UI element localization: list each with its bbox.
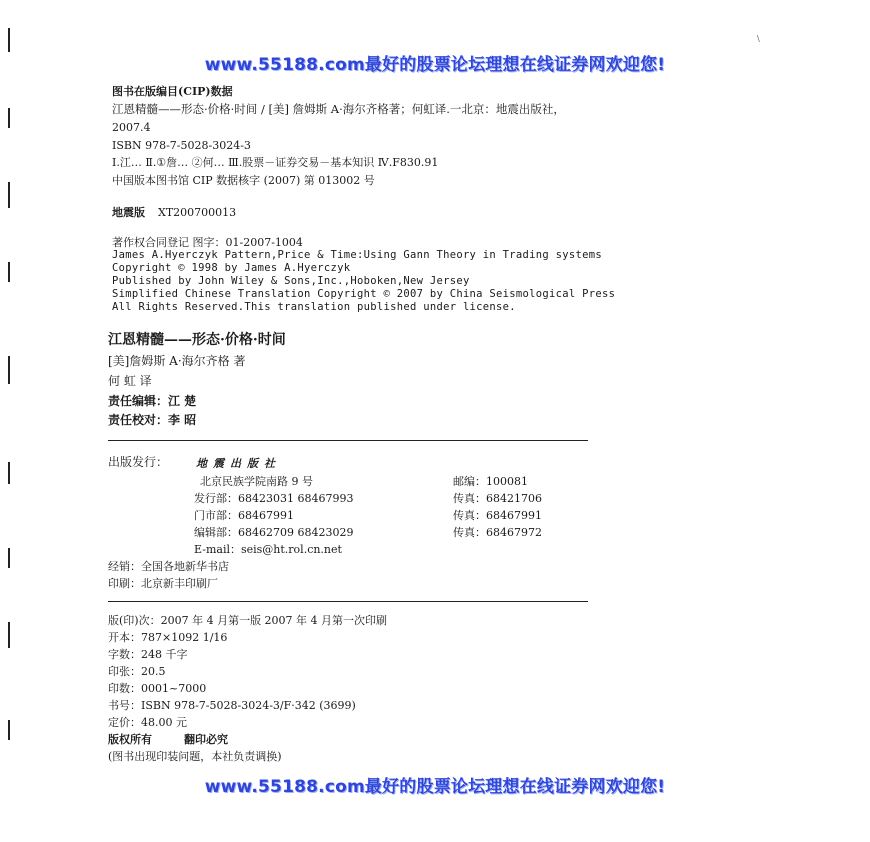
watermark-bottom: www.55188.com最好的股票论坛理想在线证券网欢迎您! — [204, 777, 666, 797]
publisher-phone: 发行部：68423031 68467993 — [194, 492, 354, 505]
divider-rule — [108, 440, 588, 441]
book-title: 江恩精髓——形态·价格·时间 — [108, 332, 286, 348]
cip-line: 江恩精髓——形态·价格·时间 / [美] 詹姆斯 A·海尔齐格著；何虹译.一北京：地震出版社， — [112, 102, 565, 116]
scan-edge-mark — [8, 262, 10, 282]
copyright-line: All Rights Reserved.This translation published under license. — [112, 301, 516, 313]
scan-edge-mark — [8, 356, 10, 384]
print-edition: 版(印)次：2007 年 4 月第一版 2007 年 4 月第一次印刷 — [108, 614, 388, 627]
publisher-name: 地震出版社 — [196, 457, 281, 470]
copyright-line: Simplified Chinese Translation Copyright © 2007 by China Seismological Press — [112, 288, 616, 300]
printer: 印刷：北京新丰印刷厂 — [108, 577, 218, 590]
publisher-label: 出版发行： — [108, 455, 169, 469]
publisher-fax: 传真：68467972 — [453, 526, 542, 539]
scan-edge-mark — [8, 28, 10, 52]
divider-rule — [108, 601, 588, 602]
watermark-top: www.55188.com最好的股票论坛理想在线证券网欢迎您! — [204, 55, 666, 75]
cip-line: Ⅰ.江… Ⅱ.①詹… ②何… Ⅲ.股票－证券交易－基本知识 Ⅳ.F830.91 — [112, 156, 439, 169]
publisher-postcode: 邮编：100081 — [453, 475, 528, 488]
print-price: 定价：48.00 元 — [108, 716, 187, 729]
book-editor: 责任编辑：江 楚 — [108, 394, 197, 408]
copyright-line: James A.Hyerczyk Pattern,Price & Time:Using Gann Theory in Trading systems — [112, 249, 602, 261]
scan-speck: \ — [757, 34, 760, 43]
print-book-number: 书号：ISBN 978-7-5028-3024-3/F·342 (3699) — [108, 699, 356, 712]
publisher-fax: 传真：68467991 — [453, 509, 542, 522]
scan-edge-mark — [8, 108, 10, 128]
scan-edge-mark — [8, 462, 10, 484]
publisher-email: E-mail：seis@ht.rol.cn.net — [194, 543, 342, 556]
book-translator: 何 虹 译 — [108, 374, 152, 388]
publisher-address: 北京民族学院南路 9 号 — [200, 475, 313, 488]
copyright-line: Published by John Wiley & Sons,Inc.,Hoboken,New Jersey — [112, 275, 470, 287]
cip-line: ISBN 978-7-5028-3024-3 — [112, 139, 251, 152]
edition-code-label: 地震版 — [112, 206, 145, 219]
reprint-prohibited: 翻印必究 — [184, 733, 228, 746]
edition-code-value: XT200700013 — [158, 206, 237, 219]
rights-reserved: 版权所有 — [108, 733, 152, 746]
print-notice: (图书出现印装问题，本社负责调换) — [108, 750, 282, 763]
print-format: 开本：787×1092 1/16 — [108, 631, 228, 644]
distributor: 经销：全国各地新华书店 — [108, 560, 229, 573]
scan-edge-mark — [8, 548, 10, 568]
print-run: 印数：0001~7000 — [108, 682, 207, 695]
book-author: [美]詹姆斯 A·海尔齐格 著 — [108, 354, 246, 368]
publisher-phone: 编辑部：68462709 68423029 — [194, 526, 354, 539]
publisher-phone: 门市部：68467991 — [194, 509, 294, 522]
publisher-fax: 传真：68421706 — [453, 492, 542, 505]
cip-line: 2007.4 — [112, 121, 151, 134]
cip-heading: 图书在版编目(CIP)数据 — [112, 85, 233, 98]
print-words: 字数：248 千字 — [108, 648, 188, 661]
book-proofreader: 责任校对：李 昭 — [108, 413, 197, 427]
copyright-registration: 著作权合同登记 图字：01-2007-1004 — [112, 236, 303, 249]
cip-line: 中国版本图书馆 CIP 数据核字 (2007) 第 013002 号 — [112, 174, 375, 187]
scan-edge-mark — [8, 182, 10, 208]
scan-edge-mark — [8, 622, 10, 648]
copyright-line: Copyright © 1998 by James A.Hyerczyk — [112, 262, 351, 274]
print-sheets: 印张：20.5 — [108, 665, 166, 678]
scan-edge-mark — [8, 720, 10, 740]
